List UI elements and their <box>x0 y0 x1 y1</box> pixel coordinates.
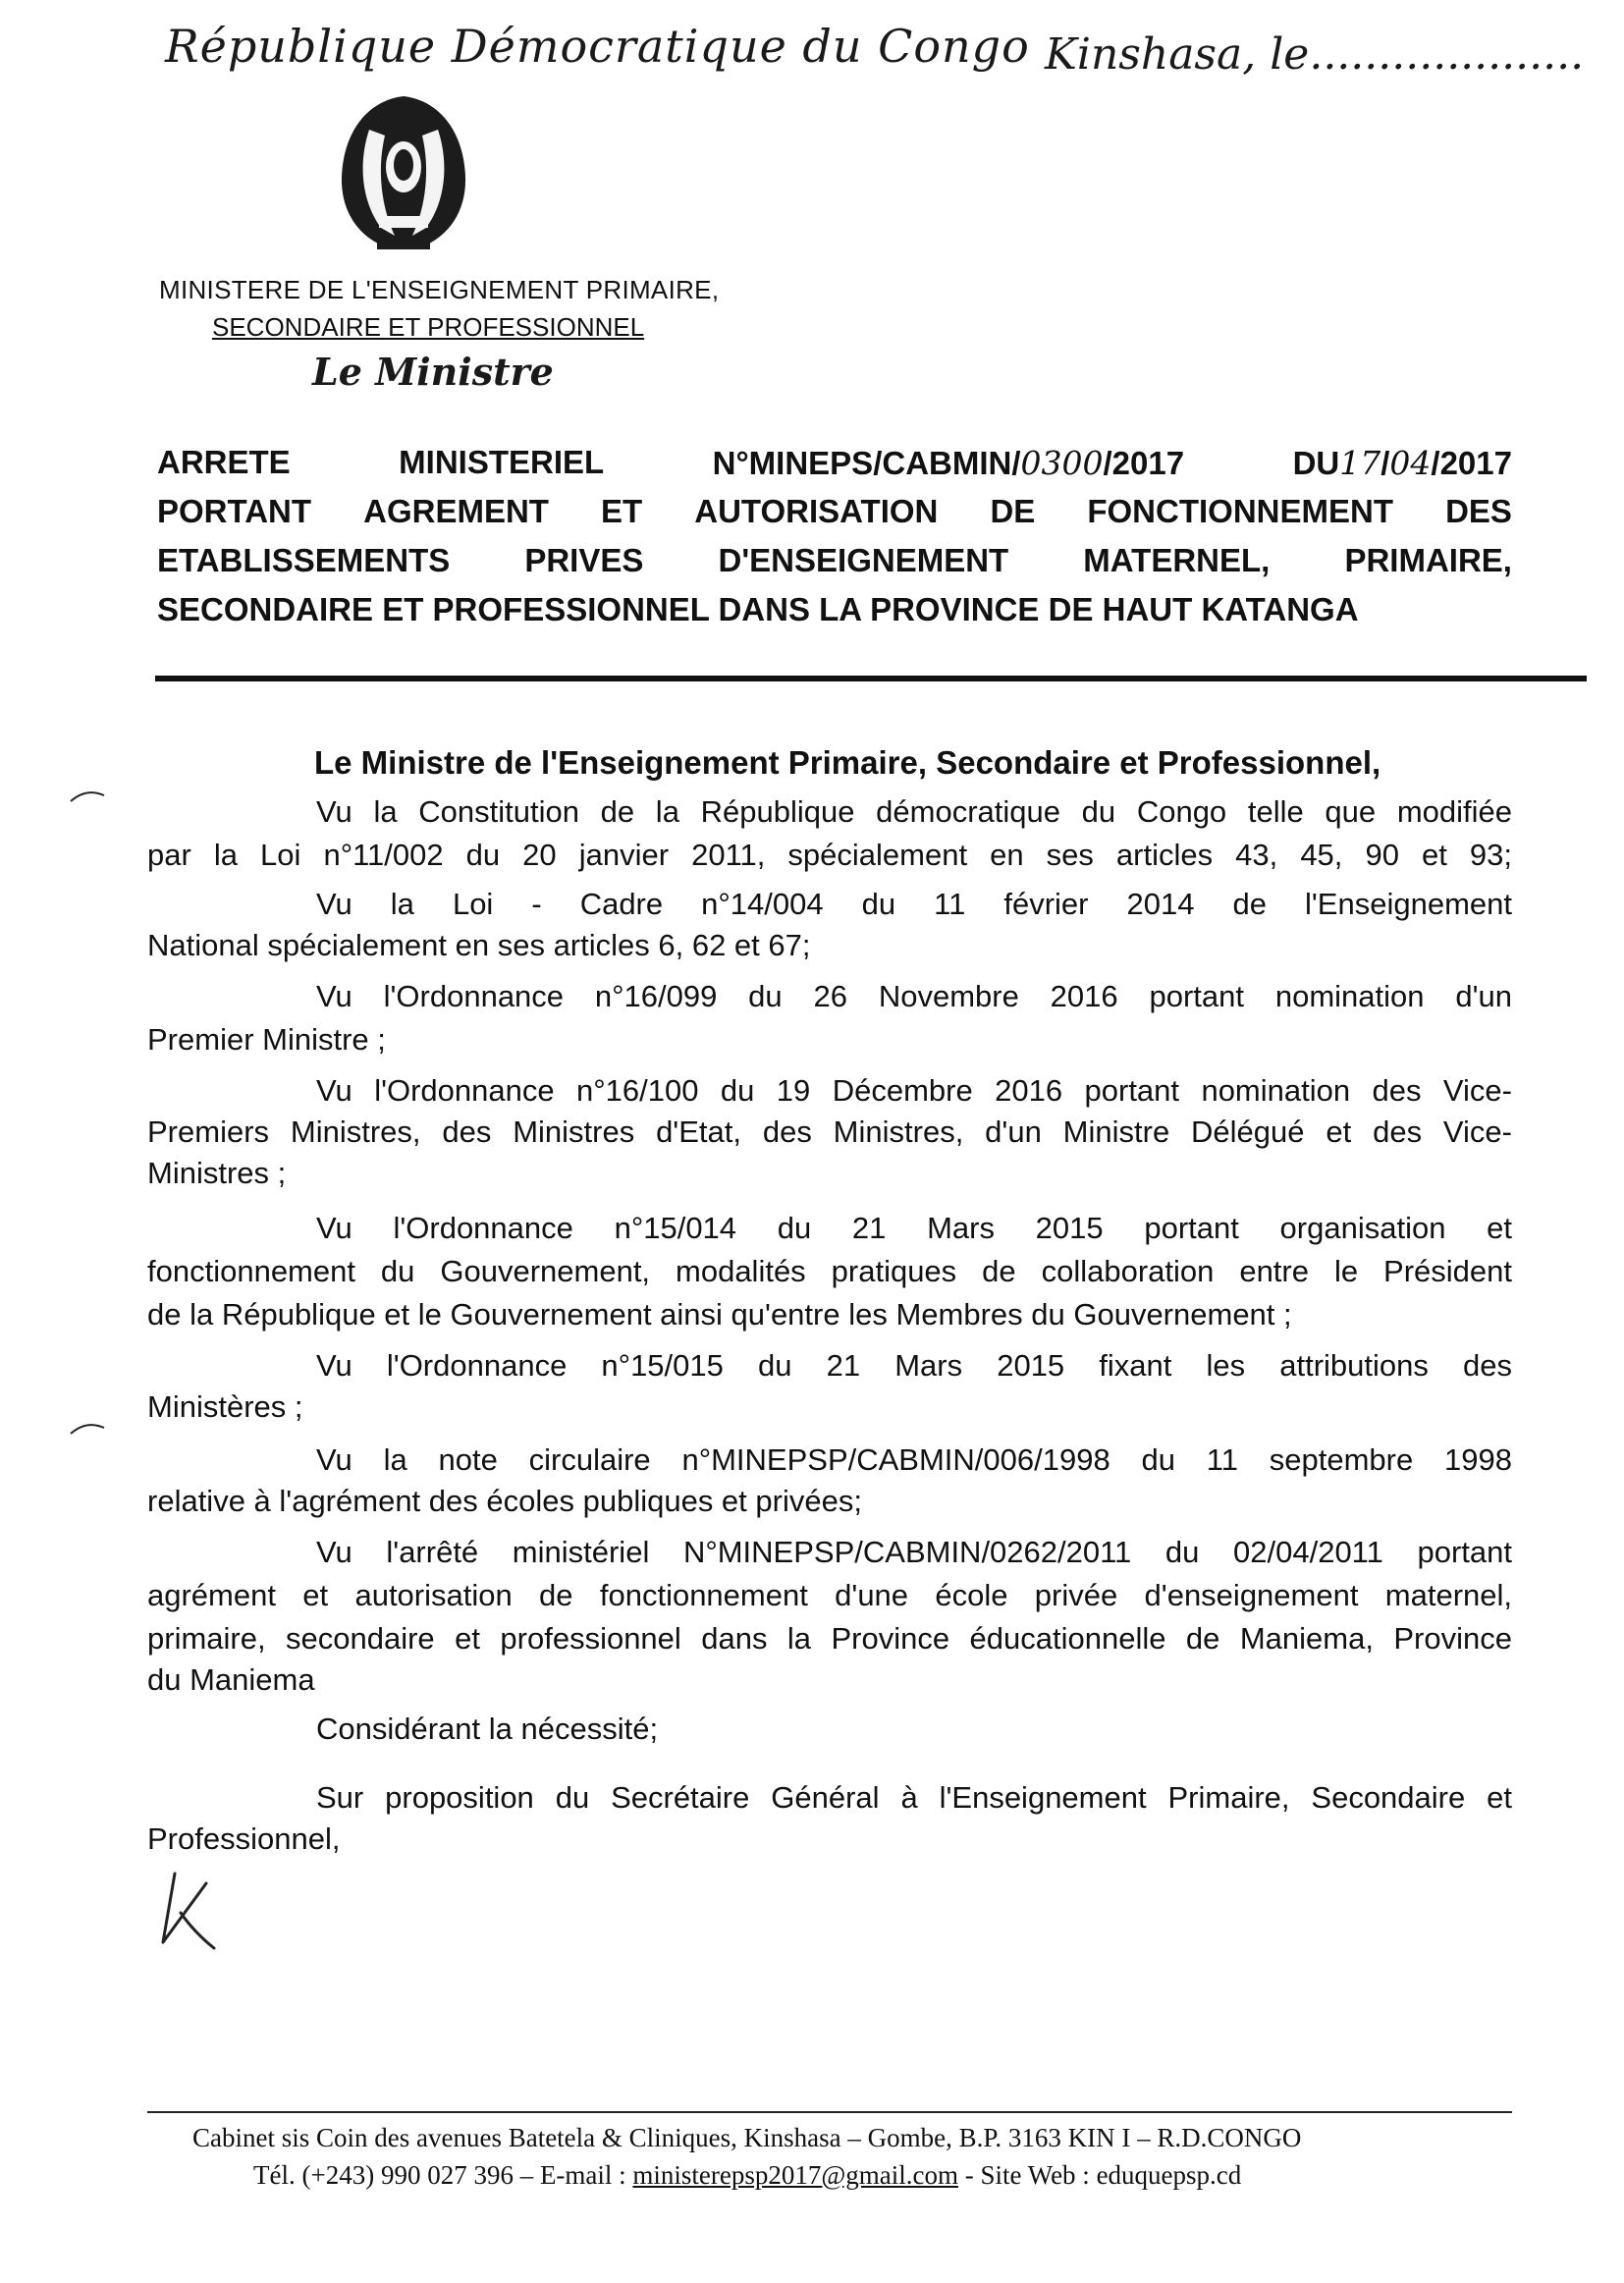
title-word: ETABLISSEMENTS <box>157 542 451 578</box>
handwritten-month: 04 <box>1389 444 1432 482</box>
title-word: ET <box>601 493 643 529</box>
title-line-1 <box>157 444 1512 482</box>
margin-mark-icon <box>69 786 106 805</box>
preamble-heading: Le Ministre de l'Enseignement Primaire, Secondaire et Professionnel, <box>314 744 1381 781</box>
preamble-line: Considérant la nécessité; <box>316 1712 659 1746</box>
title-word: AGREMENT <box>363 493 549 529</box>
preamble-line: Vu l'Ordonnance n°15/014 du 21 Mars 2015 portant organisation et <box>316 1211 1512 1245</box>
footer-phone: Tél. (+243) 990 027 396 – E-mail : <box>253 2160 633 2190</box>
preamble-line: Vu la Loi - Cadre n°14/004 du 11 février 2014 de l'Enseignement <box>316 887 1512 921</box>
margin-mark-icon <box>69 1418 106 1438</box>
preamble-line: relative à l'agrément des écoles publiques et privées; <box>147 1484 862 1518</box>
footer-contact <box>253 2160 1241 2191</box>
preamble-line: de la République et le Gouvernement ainsi qu'entre les Membres du Gouvernement ; <box>147 1297 1292 1332</box>
preamble-line: du Maniema <box>147 1662 315 1697</box>
preamble-line: Vu l'Ordonnance n°16/100 du 19 Décembre 2016 portant nomination des Vice- <box>316 1073 1512 1108</box>
title-date <box>1293 444 1512 482</box>
republic-header: République Démocratique du Congo <box>165 20 1030 73</box>
title-word: DE <box>990 493 1036 529</box>
preamble-line: Premier Ministre ; <box>147 1022 386 1057</box>
preamble-line: Vu l'arrêté ministériel N°MINEPSP/CABMIN/0262/2011 du 02/04/2011 portant <box>316 1535 1512 1569</box>
title-word: DES <box>1445 493 1512 529</box>
email-link[interactable]: ministerepsp2017@gmail.com <box>632 2160 958 2190</box>
title-line-2 <box>157 493 1512 530</box>
preamble-line: primaire, secondaire et professionnel dans la Province éducationnelle de Maniema, Province <box>147 1621 1512 1656</box>
handwritten-day: 17 <box>1339 444 1381 482</box>
handwritten-number: 0300 <box>1020 444 1104 482</box>
date-separator: / <box>1380 445 1390 481</box>
preamble-line: par la Loi n°11/002 du 20 janvier 2011, spécialement en ses articles 43, 45, 90 et 93; <box>147 838 1512 872</box>
title-word: PORTANT <box>157 493 312 529</box>
title-word: MATERNEL, <box>1083 542 1271 578</box>
preamble-line: Premiers Ministres, des Ministres d'Etat, des Ministres, d'un Ministre Délégué et des Vice- <box>147 1114 1512 1149</box>
reference-prefix: N°MINEPS/CABMIN/ <box>712 445 1021 481</box>
title-word: PRIMAIRE, <box>1344 542 1512 578</box>
footer-address: Cabinet sis Coin des avenues Batetela & Cliniques, Kinshasa – Gombe, B.P. 3163 KIN I – R.D.CONGO <box>192 2123 1302 2152</box>
preamble-line: National spécialement en ses articles 6, 62 et 67; <box>147 928 811 962</box>
preamble-line: Professionnel, <box>147 1821 341 1856</box>
preamble-line: agrément et autorisation de fonctionnement d'une école privée d'enseignement maternel, <box>147 1578 1512 1612</box>
preamble-line: Ministères ; <box>147 1389 303 1424</box>
preamble-line: Vu la note circulaire n°MINEPSP/CABMIN/006/1998 du 11 septembre 1998 <box>316 1442 1512 1477</box>
ministry-line-1: MINISTERE DE L'ENSEIGNEMENT PRIMAIRE, <box>159 275 720 304</box>
title-line-4: SECONDAIRE ET PROFESSIONNEL DANS LA PROVINCE DE HAUT KATANGA <box>157 591 1359 627</box>
reference-year: /2017 <box>1103 445 1185 481</box>
footer-website: - Site Web : eduquepsp.cd <box>958 2160 1242 2190</box>
preamble-line: fonctionnement du Gouvernement, modalités pratiques de collaboration entre le Président <box>147 1254 1512 1288</box>
title-word: FONCTIONNEMENT <box>1087 493 1393 529</box>
city-date: Kinshasa, le.................... <box>1045 29 1585 80</box>
title-line-3 <box>157 542 1512 579</box>
ministry-line-2: SECONDAIRE ET PROFESSIONNEL <box>212 312 645 342</box>
preamble-line: Sur proposition du Secrétaire Général à l'Enseignement Primaire, Secondaire et <box>316 1780 1512 1815</box>
title-word: PRIVES <box>524 542 644 578</box>
preamble-line: Vu l'Ordonnance n°16/099 du 26 Novembre 2016 portant nomination d'un <box>316 979 1512 1013</box>
preamble-line: Ministres ; <box>147 1156 287 1190</box>
handwritten-initials-icon <box>145 1864 224 1952</box>
title-word: AUTORISATION <box>694 493 939 529</box>
preamble-line: Vu l'Ordonnance n°15/015 du 21 Mars 2015 fixant les attributions des <box>316 1348 1512 1383</box>
title-divider <box>155 676 1587 681</box>
title-reference <box>713 444 1184 482</box>
footer-divider <box>147 2111 1512 2113</box>
preamble-line: Vu la Constitution de la République démocratique du Congo telle que modifiée <box>316 794 1512 829</box>
date-year: /2017 <box>1431 445 1512 481</box>
date-prefix: DU <box>1292 445 1340 481</box>
title-word: D'ENSEIGNEMENT <box>718 542 1009 578</box>
title-word: ARRETE <box>157 444 291 480</box>
title-word: MINISTERIEL <box>399 444 605 480</box>
coat-of-arms-icon <box>330 90 477 255</box>
minister-signature-heading: Le Ministre <box>312 350 554 394</box>
